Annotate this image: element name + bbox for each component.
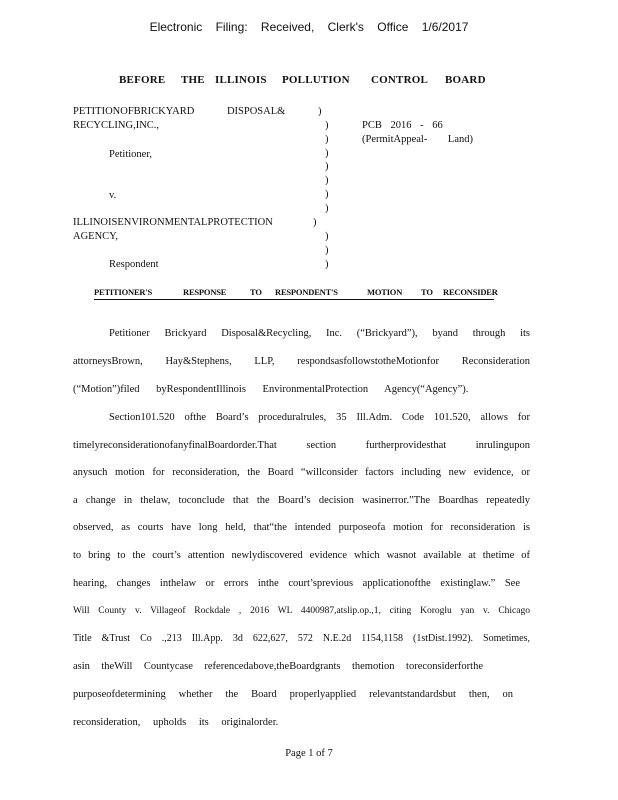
caption-paren: ) [325,120,329,131]
board-title-word: CONTROL [371,74,429,86]
petitioner-role: Petitioner, [109,149,153,160]
board-title-word: ILLINOIS [215,74,267,86]
versus-label: v. [109,190,117,201]
section-heading [94,287,498,300]
respondent-name-line1: ILLINOISENVIRONMENTALPROTECTION [73,217,273,228]
caption-paren: ) [325,148,329,159]
heading-word: TO [250,287,262,297]
body-line: reconsideration, upholds its originalorder. [73,717,279,728]
body-line: observed, as courts have long held, that“the intended purposeofa motion for reconsideration is [73,522,530,533]
caption-paren: ) [325,203,329,214]
body-line: Section101.520 ofthe Board’s proceduralrules, 35 Ill.Adm. Code 101.520, allows for [109,412,530,423]
respondent-name-line2: AGENCY, [73,231,119,242]
filing-stamp: Electronic Filing: Received, Clerk's Office 1/6/2017 [149,20,469,34]
body-line-citation: Title &Trust Co .,213 Ill.App. 3d 622,627, 572 N.E.2d 1154,1158 (1stDist.1992). Sometimes, [73,633,530,644]
respondent-role: Respondent [109,259,159,270]
board-title-word: BEFORE [119,74,166,86]
caption-paren: ) [325,189,329,200]
caption-paren: ) [325,161,329,172]
body-line: asin theWill Countycase referencedabove,theBoardgrants themotion toreconsiderforthe [73,661,483,672]
heading-word: RESPONSE [183,287,227,297]
heading-word: MOTION [367,287,403,297]
heading-word: RESPONDENT'S [275,287,338,297]
caption-paren: ) [325,245,329,256]
caption-paren: ) [325,259,329,270]
heading-word: TO [421,287,433,297]
body-line: Petitioner Brickyard Disposal&Recycling, Inc. (“Brickyard”), byand through its [109,328,530,339]
caption-paren: ) [318,106,322,117]
body-line: purposeofdetermining whether the Board properlyapplied relevantstandardsbut then, on [73,689,513,700]
board-title-word: POLLUTION [282,74,350,86]
petitioner-name-line2: RECYCLING,INC., [73,120,160,131]
caption-paren: ) [325,231,329,242]
caption-paren: ) [313,217,317,228]
case-number: PCB 2016 - 66 [362,120,443,131]
petitioner-name-line1: PETITIONOFBRICKYARD DISPOSAL& [73,106,286,117]
body-line: attorneysBrown, Hay&Stephens, LLP, respondsasfollowstotheMotionfor Reconsideration [73,356,530,367]
heading-word: RECONSIDER [443,287,498,297]
board-title-word: THE [181,74,205,86]
body-line: (“Motion”)filed byRespondentIllinois EnvironmentalProtection Agency(“Agency”). [73,384,469,395]
body-line-citation: Will County v. Villageof Rockdale , 2016 WL 4400987,atslip.op.,1, citing Koroglu yan v. Chicago [73,606,530,616]
body-line: to bring to the court’s attention newlydiscovered evidence which wasnot available at thetime of [73,550,530,561]
body-line: anysuch motion for reconsideration, the Board “willconsider factors including new evidence, or [73,467,530,478]
page-footer: Page 1 of 7 [285,748,333,759]
heading-word: PETITIONER'S [94,287,153,297]
body-line: timelyreconsiderationofanyfinalBoardorder.That section furtherprovidesthat inrulingupon [73,440,530,451]
board-title-word: BOARD [445,74,486,86]
caption-paren: ) [325,134,329,145]
body-line: hearing, changes inthelaw or errors inthe court’sprevious applicationofthe existinglaw.” See [73,578,520,589]
body-line: a change in thelaw, toconclude that the Board’s decision wasinerror.”The Boardhas repeatedly [73,495,530,506]
case-type: (PermitAppeal- Land) [362,134,474,145]
caption-paren: ) [325,175,329,186]
